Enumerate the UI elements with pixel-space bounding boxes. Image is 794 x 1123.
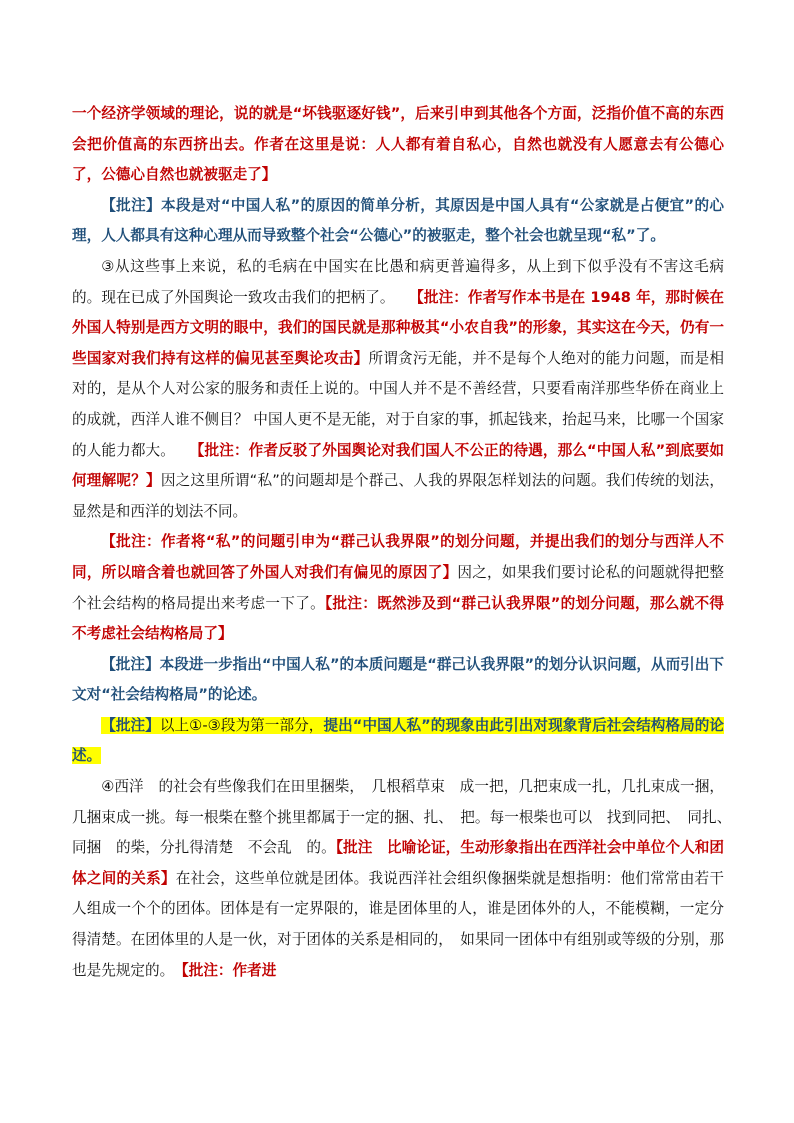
body-text: 因之这里所谓“私”的问题却是个群己、人我的界限怎样划法的问题。我们传统的划法，显然是和西洋的划法不同。 [72,472,724,520]
body-text: ③从这些事上来说，私的毛病在中国实在比愚和病更普遍得多，从上到下似乎没有不害这毛病的。现在已成了外国舆论一致攻击我们的把柄了。 [72,257,724,306]
annotation-text: 【批注】本段进一步指出“中国人私”的本质问题是“群己认我界限”的划分认识问题，从而引出下文对“社会结构格局”的论述。 [72,655,724,704]
annotation-text: 【批注：作者将“私”的问题引申为“群己认我界限”的划分问题，并提出我们的划分与西洋人不同，所以暗含着也就回答了外国人对我们有偏见的原因了】 [72,533,724,581]
annotation-text: 【批注】 [101,716,160,734]
annotation-text: 一个经济学领域的理论，说的就是“坏钱驱逐好钱”，后来引申到其他各个方面，泛指价值不高的东西会把价值高的东西挤出去。作者在这里是说：人人都有着自私心，自然也就没有人愿意去有公德心了，公德心自然也就被驱走了】 [72,105,724,184]
annotation-text: 【批注】本段是对“中国人私”的原因的简单分析，其原因是中国人具有“公家就是占便宜”的心理，人人都具有这种心理从而导致整个社会“公德心”的被驱走，整个社会也就呈现“私”了。 [72,196,724,245]
body-text: 在社会，这些单位就是团体。我说西洋社会组织像捆柴就是想指明：他们常常由若干人组成一个个的团体。团体是有一定界限的，谁是团体里的人，谁是团体外的人，不能模糊，一定分得清楚。在团体里的人是一伙，对于团体的关系是相同的， 如果同一团体中有组别或等级的分别，那也是先规定的。 [72,869,724,979]
annotation-text: 【批注：作者写作本书是在 1948 年，那时候在外国人特别是西方文明的眼中，我们的国民就是那种极其“小农自我”的形象，其实这在今天，仍有一些国家对我们持有这样的偏见甚至舆论攻击】 [72,288,725,367]
annotation-text: 【批注：作者反驳了外国舆论对我们国人不公正的待遇，那么“中国人私”到底要如何理解呢？】 [72,441,725,490]
body-text: 所谓贪污无能，并不是每个人绝对的能力问题，而是相对的，是从个人对公家的服务和责任上说的。中国人并不是不善经营，只要看南洋那些华侨在商业上的成就，西洋人谁不侧目？ 中国人更不是无能，对于自家的事，抓起钱来，抬起马来，比哪一个国家的人能力都大。 [72,349,724,459]
annotation-text: 【批注：既然涉及到“群己认我界限”的划分问题，那么就不得不考虑社会结构格局了】 [72,594,724,643]
body-text: ④西洋 的社会有些像我们在田里捆柴， 几根稻草束 成一把，几把束成一扎，几扎束成一捆，几捆束成一挑。每一根柴在整个挑里都属于一定的捆、扎、 把。每一根柴也可以 找到同把、 同扎、 同捆 的柴，分扎得清楚 不会乱 的。 [72,778,739,857]
paragraph-p3 [72,252,724,527]
paragraph-p6 [72,711,724,772]
paragraph-p4 [72,527,724,649]
paragraph-p1 [72,99,724,191]
body-text: 因之，如果我们要讨论私的问题就得把整个社会结构的格局提出来考虑一下了。 [72,563,724,612]
paragraph-p7 [72,772,739,986]
paragraph-p5 [72,650,724,711]
highlighted-annotation [72,717,724,765]
paragraph-p2 [72,191,724,252]
annotation-text: 以上①-③段为第一部分， [159,716,324,734]
annotation-text: 【批注：作者进 [181,961,277,979]
annotation-text: 提出“中国人私”的现象由此引出对现象背后社会结构格局的论述。 [72,716,724,765]
annotation-text: 【批注 比喻论证，生动形象指出在西洋社会中单位个人和团体之间的关系】 [72,839,724,887]
document-body [72,99,739,986]
